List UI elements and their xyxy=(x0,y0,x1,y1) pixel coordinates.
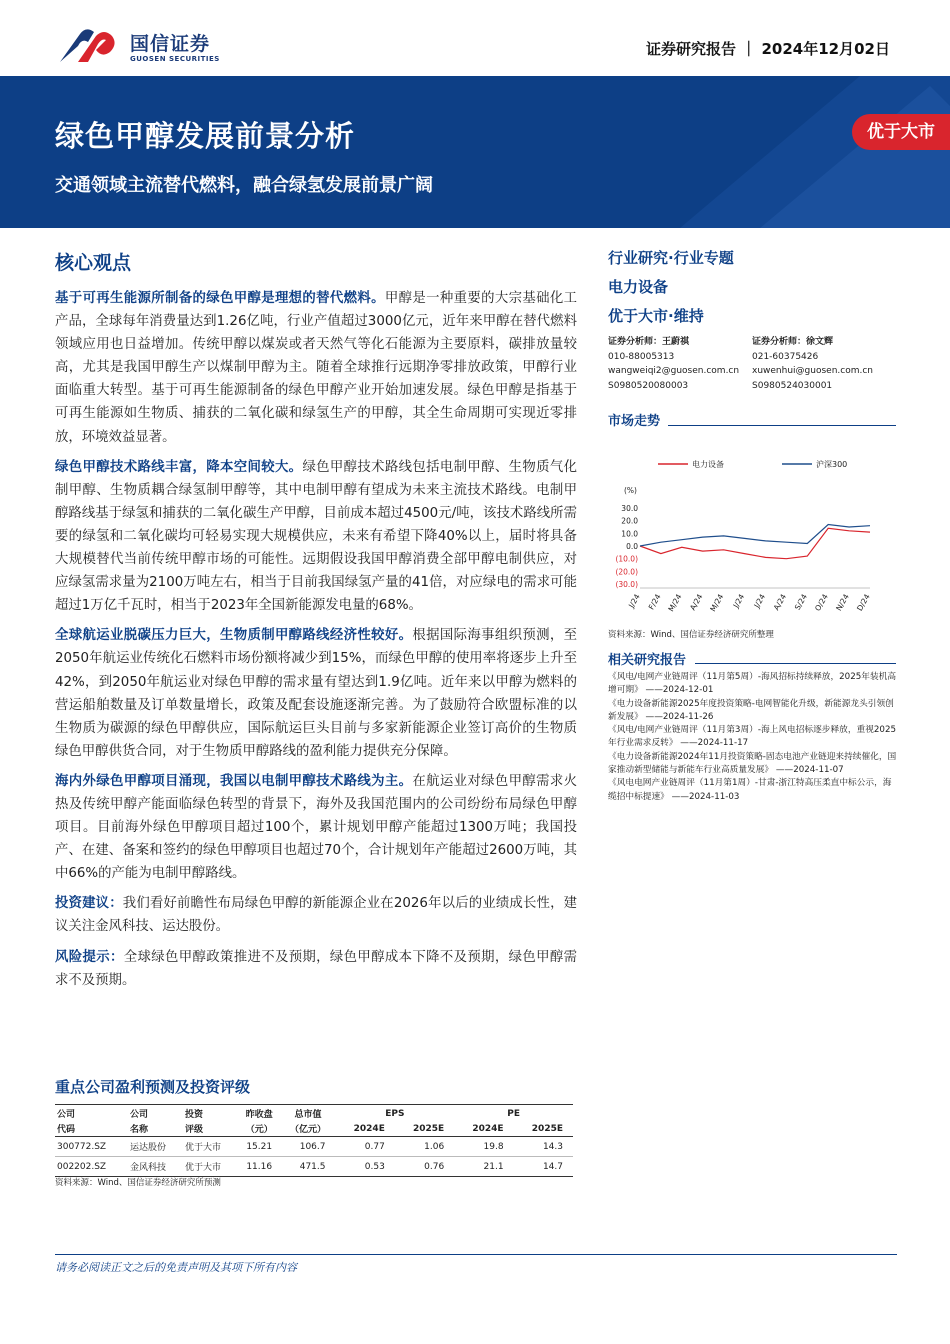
investment-advice: 投资建议：我们看好前瞻性布局绿色甲醇的新能源企业在2026年以后的业绩成长性，建议关注金风科技、运达股份。 xyxy=(55,896,578,935)
divider xyxy=(668,425,896,426)
y-tick-label: 20.0 xyxy=(621,516,638,526)
x-tick-label: D/24 xyxy=(855,592,872,613)
logo-english-text: GUOSEN SECURITIES xyxy=(130,55,220,63)
market-trend-title: 市场走势 xyxy=(608,414,661,429)
table-header: 2025E xyxy=(395,1121,454,1137)
analyst-card: 证券分析师：王蔚祺 010-88005313 wangweiqi2@guosen.com.cn S0980520080003 xyxy=(608,337,740,391)
x-tick-label: A/24 xyxy=(771,592,789,612)
y-tick-label: (10.0) xyxy=(615,554,638,564)
x-tick-label: F/24 xyxy=(646,592,663,612)
analyst-info xyxy=(608,335,898,399)
table-header: 昨收盘 xyxy=(245,1110,273,1120)
x-tick-label: O/24 xyxy=(813,592,830,613)
table-header: 2025E xyxy=(514,1121,573,1137)
table-title: 重点公司盈利预测及投资评级 xyxy=(55,1078,251,1096)
footer-disclaimer: 请务必阅读正文之后的免责声明及其项下所有内容 xyxy=(55,1261,297,1274)
y-tick-label: 10.0 xyxy=(621,529,638,539)
table-header: EPS xyxy=(385,1108,405,1119)
guosen-logo-icon xyxy=(58,24,122,64)
y-tick-label: (20.0) xyxy=(615,567,638,577)
series-line xyxy=(640,525,870,547)
logo-text: 国信证券 xyxy=(130,33,211,55)
table-header: 评级 xyxy=(183,1121,238,1137)
y-tick-label: 30.0 xyxy=(621,504,638,513)
related-reports-list xyxy=(608,671,898,804)
legend-label: 电力设备 xyxy=(692,460,724,469)
rating-badge: 优于大市 xyxy=(852,114,950,150)
related-report-link[interactable]: 《风电/电网产业链周评（11月第3周）-海上风电招标逐步释放，重视2025年行业需求反转》 ——2024-11-17 xyxy=(608,725,897,749)
market-trend-chart xyxy=(606,450,898,624)
table-header: PE xyxy=(507,1108,520,1119)
report-category: 行业研究·行业专题 xyxy=(608,249,734,267)
table-header: 2024E xyxy=(335,1121,394,1137)
earnings-forecast-table xyxy=(55,1104,573,1177)
related-report-link[interactable]: 《电力设备新能源2024年11月投资策略-固态电池产业链迎来持续催化，国家推动新型储能与新能车行业高质量发展》 ——2024-11-07 xyxy=(608,751,897,776)
page-header xyxy=(0,0,950,76)
x-tick-label: J/24 xyxy=(731,592,747,610)
paragraph: 全球航运业脱碳压力巨大，生物质制甲醇路线经济性较好。根据国际海事组织预测，至2050年航运业传统化石燃料市场份额将减少到15%，而绿色甲醇的使用率将逐步上升至42%，到2050年航运业对绿色甲醇的需求量有望达到1.9亿吨。近年来以甲醇为燃料的营运船舶数量及订单数量增长，政策及配套设施逐渐完善。为了鼓励符合欧盟标准的以生物质为碳源的绿色甲醇供应，国际航运巨头目前与多家新能源企业签订高价的生物质绿色甲醇供货合同，对于生物质甲醇路线的盈利能力提供充分保障。 xyxy=(55,628,578,759)
y-axis-label: (%) xyxy=(624,486,637,495)
table-header: （亿元） xyxy=(281,1121,336,1137)
industry-name: 电力设备 xyxy=(608,278,669,296)
report-subtitle: 交通领域主流替代燃料，融合绿氢发展前景广阔 xyxy=(55,175,433,196)
table-header: （元） xyxy=(238,1121,281,1137)
risk-warning: 风险提示：全球绿色甲醇政策推进不及预期，绿色甲醇成本下降不及预期，绿色甲醇需求不及预期。 xyxy=(55,949,578,988)
table-row: 002202.SZ 金风科技 优于大市 11.16 471.5 0.53 0.76 21.1 14.7 xyxy=(55,1157,573,1177)
related-report-link[interactable]: 《电力设备新能源2025年度投资策略-电网智能化升级，新能源龙头引领创新发展》 ——2024-11-26 xyxy=(608,698,894,722)
legend-label: 沪深300 xyxy=(816,460,848,469)
table-header: 投资 xyxy=(184,1110,203,1120)
report-title: 绿色甲醇发展前景分析 xyxy=(55,119,356,153)
sidebar xyxy=(608,248,898,399)
series-line xyxy=(640,528,870,558)
footer-divider xyxy=(55,1254,897,1255)
y-tick-label: 0.0 xyxy=(626,542,638,551)
table-header: 总市值 xyxy=(294,1110,322,1120)
table-header: 代码 xyxy=(55,1121,128,1137)
table-header: 2024E xyxy=(454,1121,513,1137)
x-tick-label: S/24 xyxy=(792,592,810,612)
x-tick-label: M/24 xyxy=(666,592,684,614)
paragraph: 海内外绿色甲醇项目涌现，我国以电制甲醇技术路线为主。在航运业对绿色甲醇需求火热及传统甲醇产能面临绿色转型的背景下，海外及我国范围内的公司纷纷布局绿色甲醇项目。目前海外绿色甲醇项目超过100个，累计规划甲醇产能超过1300万吨；我国投产、在建、备案和签约的绿色甲醇项目也超过70个，合计规划年产能超过2600万吨，其中66%的产能为电制甲醇路线。 xyxy=(55,773,578,882)
analyst-card: 证券分析师：徐文辉 021-60375426 xuwenhui@guosen.com.cn S0980524030001 xyxy=(752,337,873,391)
x-tick-label: M/24 xyxy=(708,592,726,614)
table-source: 资料来源：Wind、国信证券经济研究所预测 xyxy=(55,1178,221,1188)
paragraph: 基于可再生能源所制备的绿色甲醇是理想的替代燃料。甲醇是一种重要的大宗基础化工产品，全球每年消费量达到1.26亿吨，行业产值超过3000亿元，近年来甲醇在替代燃料领域应用也日益增加。传统甲醇以煤炭或者天然气等化石能源为主要原料，碳排放量较高，尤其是我国甲醇生产以煤制甲醇为主。随着全球推行远期净零排放政策，甲醇行业面临重大转型。基于可再生能源制备的绿色甲醇产业开始加速发展。绿色甲醇是指基于可再生能源如生物质、捕获的二氧化碳和绿氢生产的甲醇，其全生命周期可实现近零排放，环境效益显著。 xyxy=(55,291,578,445)
chart-source: 资料来源：Wind、国信证券经济研究所整理 xyxy=(608,630,774,640)
x-tick-label: N/24 xyxy=(834,592,851,613)
x-tick-label: J/24 xyxy=(626,592,642,610)
table-header: 名称 xyxy=(128,1121,183,1137)
x-tick-label: A/24 xyxy=(688,592,705,612)
report-type-date: 证券研究报告 ｜ 2024年12月02日 xyxy=(646,40,890,58)
core-viewpoints xyxy=(55,248,577,999)
divider xyxy=(695,663,896,664)
paragraph: 绿色甲醇技术路线丰富，降本空间较大。绿色甲醇技术路线包括电制甲醇、生物质气化制甲醇、生物质耦合绿氢制甲醇等，其中电制甲醇有望成为未来主流技术路线。电制甲醇路线基于绿氢和捕获的二氧化碳生产甲醇，目前成本超过4500元/吨，该技术路线所需要的绿氢和二氧化碳均可轻易实现大规模供应，未来有希望下降40%以上，届时将具备大规模替代当前传统甲醇市场的可能性。远期假设我国甲醇消费全部甲醇电制供应，对应绿氢需求量为2100万吨左右，相当于目前我国绿氢产量的41倍，对应绿电的需求可能超过1万亿千瓦时，相当于2023年全国新能源发电量的68%。 xyxy=(55,459,578,614)
x-tick-label: J/24 xyxy=(752,592,768,610)
related-report-link[interactable]: 《风电/电网产业链周评（11月第5周）-海风招标持续释放，2025年装机高增可期》 ——2024-12-01 xyxy=(608,672,897,696)
table-header: 公司 xyxy=(57,1110,76,1120)
section-title: 核心观点 xyxy=(55,252,132,274)
table-header: 公司 xyxy=(129,1110,148,1120)
industry-rating: 优于大市·维持 xyxy=(608,307,704,325)
related-reports-title: 相关研究报告 xyxy=(608,653,687,668)
table-row: 300772.SZ 运达股份 优于大市 15.21 106.7 0.77 1.06 19.8 14.3 xyxy=(55,1137,573,1157)
related-report-link[interactable]: 《风电电网产业链周评（11月第1周）-甘肃-浙江特高压柔直中标公示，海缆招中标提速》 ——2024-11-03 xyxy=(608,778,892,802)
title-banner xyxy=(0,76,950,228)
y-tick-label: (30.0) xyxy=(615,580,638,589)
